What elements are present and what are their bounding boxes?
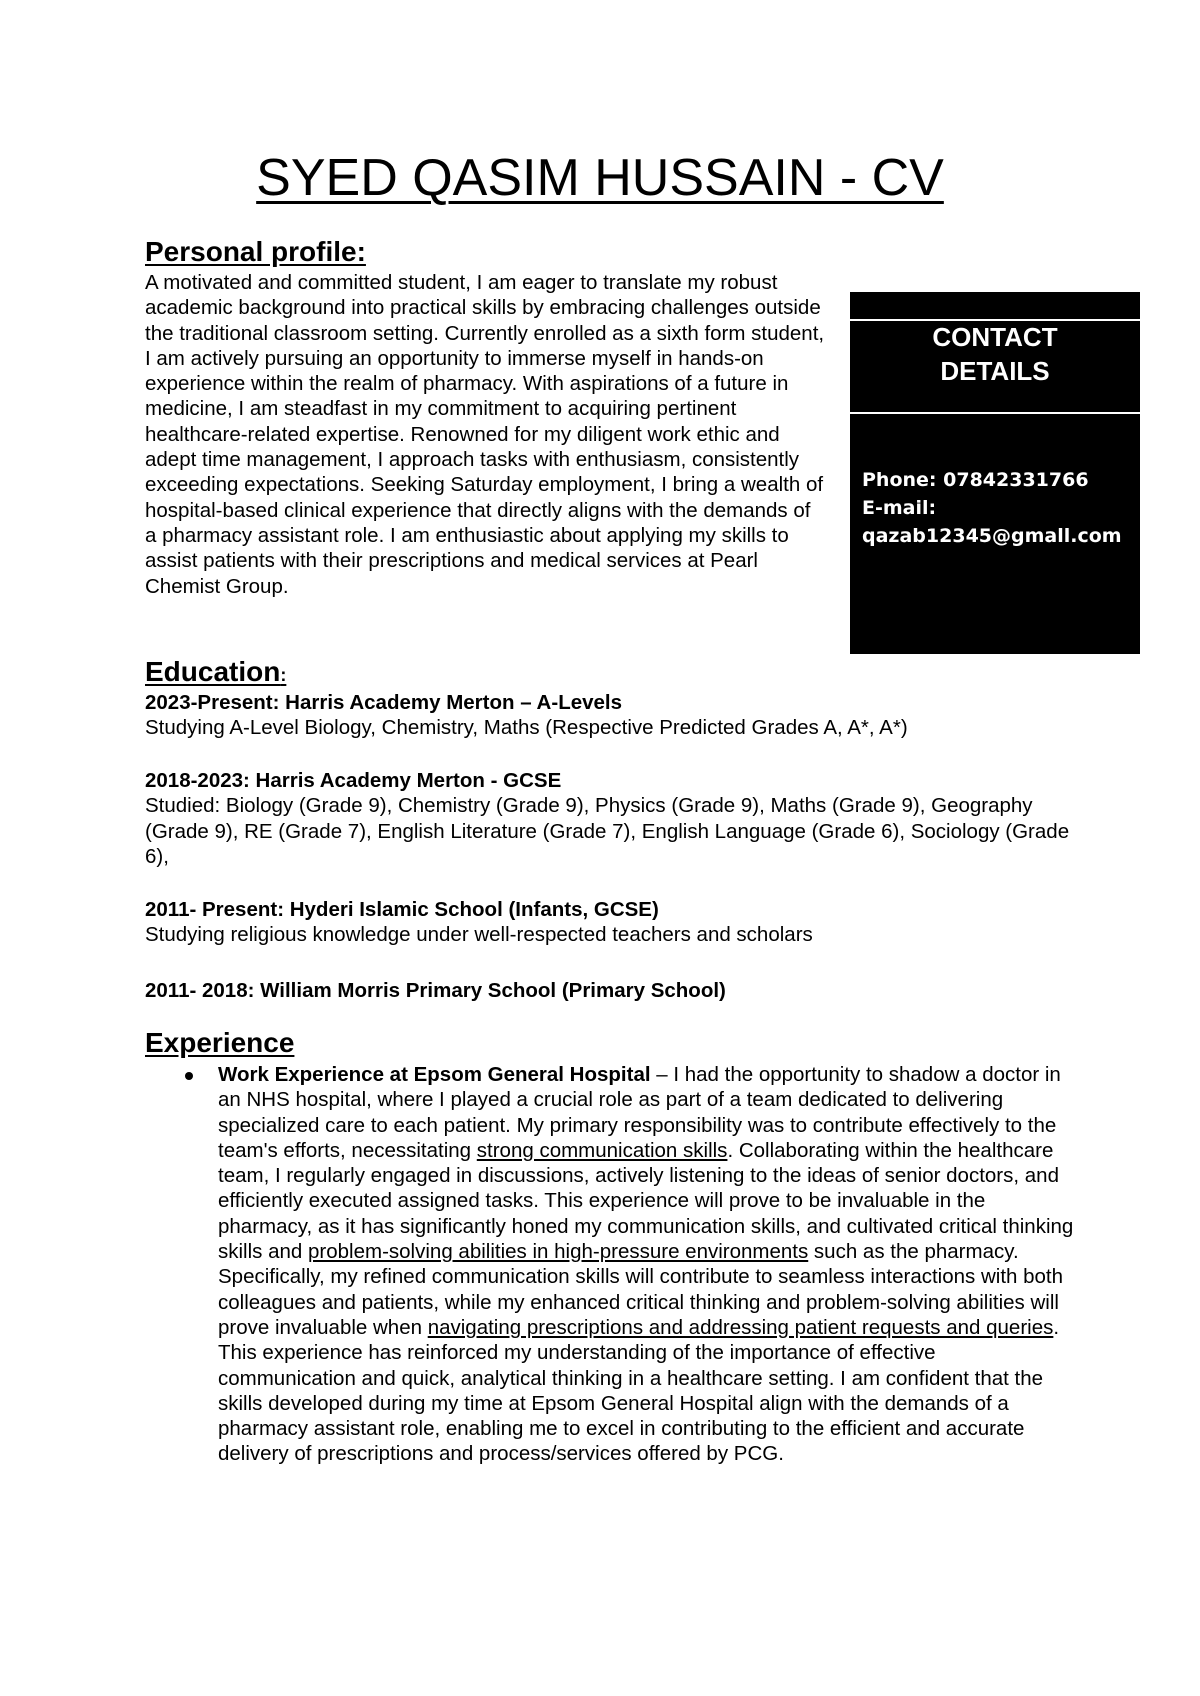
experience-text: – I had the opportunity to shadow a doctor in an NHS hospital, where I played a crucial role as part of a team dedicated to delivering specialized care to each patient. My primary responsibility was to contribute effectively to the team's efforts, necessitating — [218, 1063, 1061, 1162]
education-entry-detail: Studying A-Level Biology, Chemistry, Maths (Respective Predicted Grades A, A*, A*) — [145, 716, 908, 740]
experience-text: . This experience has reinforced my understanding of the importance of effective communication and quick, analytical thinking in a healthcare setting. I am confident that the skills developed during my time at Epsom General Hospital align with the demands of a pharmacy assistant role, enabling me to excel in contributing to the efficient and accurate delivery of prescriptions and process/services offered by PCG. — [218, 1315, 1060, 1466]
experience-list — [145, 1062, 1075, 1467]
education-entry-detail: Studying religious knowledge under well-respected teachers and scholars — [145, 923, 813, 947]
contact-phone: Phone: 07842331766 — [862, 469, 1089, 491]
contact-divider-bottom — [850, 412, 1140, 414]
education-entry-heading: 2018-2023: Harris Academy Merton - GCSE — [145, 769, 562, 792]
education-entry-heading: 2011- Present: Hyderi Islamic School (Infants, GCSE) — [145, 898, 659, 921]
bullet-icon — [185, 1072, 193, 1080]
education-entry-heading: 2023-Present: Harris Academy Merton – A-Levels — [145, 691, 623, 714]
education-heading-text: Education — [145, 656, 281, 687]
contact-email: qazab12345@gmall.com — [862, 525, 1122, 547]
education-entry-heading: 2011- 2018: William Morris Primary School (Primary School) — [145, 979, 726, 1002]
experience-highlight: problem-solving abilities in high-pressure environments — [308, 1240, 809, 1264]
experience-heading: Experience — [145, 1027, 295, 1058]
education-entry-detail: Studied: Biology (Grade 9), Chemistry (Grade 9), Physics (Grade 9), Maths (Grade 9), Geography (Grade 9), RE (Grade 7), English Literature (Grade 7), English Language (Grade 6), Sociology (Grade 6), — [145, 794, 1070, 868]
document-title: SYED QASIM HUSSAIN - CV — [256, 149, 944, 207]
education-entry — [145, 978, 1075, 1003]
contact-info — [862, 466, 1122, 550]
contact-heading-line1: CONTACT — [932, 322, 1058, 352]
experience-text: such as the pharmacy. Specifically, my refined communication skills will contribute to seamless interactions with both colleagues and patients, while my enhanced critical thinking and problem-solving abilities will prove invaluable when — [218, 1240, 1064, 1339]
contact-heading-line2: DETAILS — [940, 356, 1050, 386]
experience-item — [145, 1062, 1075, 1467]
experience-highlight: strong communication skills — [476, 1138, 728, 1162]
experience-item-title: Work Experience at Epsom General Hospital — [218, 1063, 651, 1086]
education-entry — [145, 690, 1075, 741]
profile-text: A motivated and committed student, I am eager to translate my robust academic background into practical skills by embracing challenges outside the traditional classroom setting. Currently enrolled as a sixth form student, I am actively pursuing an opportunity to immerse myself in hands-on experience within the realm of pharmacy. With aspirations of a future in medicine, I am steadfast in my commitment to acquiring pertinent healthcare-related expertise. Renowned for my diligent work ethic and adept time management, I approach tasks with enthusiasm, consistently exceeding expectations. Seeking Saturday employment, I bring a wealth of hospital-based clinical experience that directly aligns with the demands of a pharmacy assistant role. I am enthusiastic about applying my skills to assist patients with their prescriptions and medical services at Pearl Chemist Group. — [145, 271, 825, 598]
profile-heading: Personal profile: — [145, 236, 366, 267]
education-heading — [145, 656, 286, 691]
contact-heading — [850, 320, 1140, 388]
education-entry — [145, 897, 1075, 948]
education-entry — [145, 768, 1075, 869]
experience-highlight: navigating prescriptions and addressing patient requests and queries — [427, 1315, 1054, 1339]
contact-email-label: E-mail: — [862, 497, 937, 519]
education-heading-colon: : — [280, 665, 287, 685]
experience-text: . Collaborating within the healthcare team, I regularly engaged in discussions, actively listening to the ideas of senior doctors, and efficiently executed assigned tasks. This experience will prove to be invaluable in the pharmacy, as it has significantly honed my communication skills, and cultivated critical thinking skills and — [218, 1138, 1074, 1264]
